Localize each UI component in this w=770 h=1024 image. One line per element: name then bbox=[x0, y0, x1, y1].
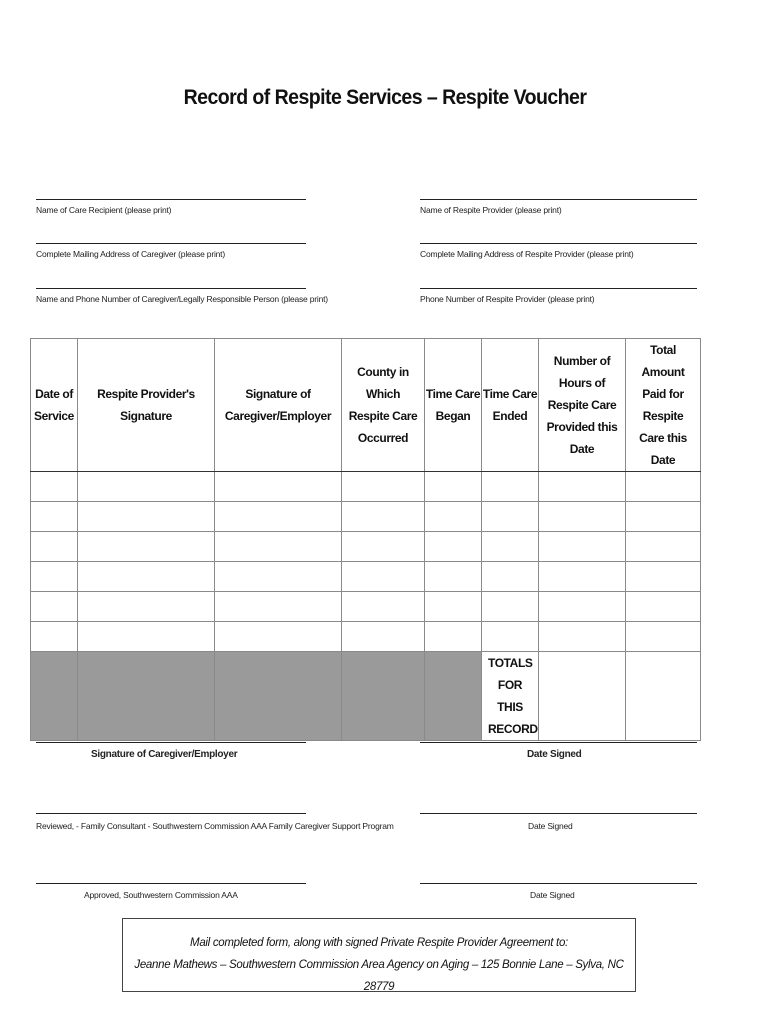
table-cell[interactable] bbox=[626, 472, 701, 502]
table-row bbox=[31, 472, 701, 502]
table-row bbox=[31, 502, 701, 532]
table-cell[interactable] bbox=[31, 532, 78, 562]
table-cell[interactable] bbox=[539, 592, 626, 622]
table-cell[interactable] bbox=[215, 502, 342, 532]
table-cell[interactable] bbox=[482, 592, 539, 622]
mail-line-1: Mail completed form, along with signed Private Respite Provider Agreement to: bbox=[190, 937, 568, 949]
table-cell[interactable] bbox=[342, 532, 425, 562]
header-date-of-service: Date of Service bbox=[31, 339, 78, 472]
table-cell[interactable] bbox=[78, 562, 215, 592]
header-caregiver-signature: Signature of Caregiver/Employer bbox=[215, 339, 342, 472]
care-recipient-line[interactable] bbox=[36, 199, 306, 200]
table-row bbox=[31, 562, 701, 592]
caregiver-address-line[interactable] bbox=[36, 243, 306, 244]
respite-services-table bbox=[30, 338, 701, 741]
table-row bbox=[31, 592, 701, 622]
table-cell[interactable] bbox=[626, 532, 701, 562]
table-cell[interactable] bbox=[215, 592, 342, 622]
table-cell[interactable] bbox=[482, 532, 539, 562]
table-cell[interactable] bbox=[626, 562, 701, 592]
shaded-cell bbox=[78, 652, 215, 741]
table-cell[interactable] bbox=[482, 472, 539, 502]
table-cell[interactable] bbox=[342, 472, 425, 502]
provider-address-line[interactable] bbox=[420, 243, 697, 244]
table-cell[interactable] bbox=[31, 472, 78, 502]
table-cell[interactable] bbox=[78, 502, 215, 532]
header-provider-signature: Respite Provider's Signature bbox=[78, 339, 215, 472]
table-cell[interactable] bbox=[539, 472, 626, 502]
total-amount-cell[interactable] bbox=[626, 652, 701, 741]
table-cell[interactable] bbox=[539, 502, 626, 532]
page-title: Record of Respite Services – Respite Voucher bbox=[183, 86, 587, 109]
shaded-cell bbox=[425, 652, 482, 741]
table-cell[interactable] bbox=[342, 622, 425, 652]
table-row bbox=[31, 532, 701, 562]
caregiver-address-label: Complete Mailing Address of Caregiver (please print) bbox=[36, 249, 225, 259]
caregiver-signature-label: Signature of Caregiver/Employer bbox=[91, 749, 238, 760]
table-cell[interactable] bbox=[425, 472, 482, 502]
table-cell[interactable] bbox=[425, 532, 482, 562]
table-cell[interactable] bbox=[425, 592, 482, 622]
reviewed-signature-line[interactable] bbox=[36, 813, 306, 814]
date-signed-label-2: Date Signed bbox=[528, 821, 573, 831]
table-cell[interactable] bbox=[31, 562, 78, 592]
table-cell[interactable] bbox=[626, 502, 701, 532]
date-signed-label-3: Date Signed bbox=[530, 890, 575, 900]
totals-row bbox=[31, 652, 701, 741]
table-cell[interactable] bbox=[31, 502, 78, 532]
approved-label: Approved, Southwestern Commission AAA bbox=[84, 890, 238, 900]
table-cell[interactable] bbox=[539, 562, 626, 592]
table-cell[interactable] bbox=[425, 562, 482, 592]
header-time-began: Time Care Began bbox=[425, 339, 482, 472]
header-county: County in Which Respite Care Occurred bbox=[342, 339, 425, 472]
table-cell[interactable] bbox=[539, 622, 626, 652]
mailing-instructions-box bbox=[122, 918, 636, 992]
table-cell[interactable] bbox=[78, 592, 215, 622]
care-recipient-label: Name of Care Recipient (please print) bbox=[36, 205, 172, 215]
table-header-row bbox=[31, 339, 701, 472]
total-hours-cell[interactable] bbox=[539, 652, 626, 741]
date-signed-line-1[interactable] bbox=[420, 742, 697, 743]
table-row bbox=[31, 622, 701, 652]
caregiver-phone-label: Name and Phone Number of Caregiver/Legally Responsible Person (please print) bbox=[36, 294, 328, 304]
table-cell[interactable] bbox=[342, 502, 425, 532]
table-cell[interactable] bbox=[215, 532, 342, 562]
date-signed-line-2[interactable] bbox=[420, 813, 697, 814]
provider-phone-line[interactable] bbox=[420, 288, 697, 289]
table-cell[interactable] bbox=[78, 472, 215, 502]
provider-phone-label: Phone Number of Respite Provider (please print) bbox=[420, 294, 595, 304]
totals-label: TOTALS FOR THIS RECORD bbox=[482, 652, 539, 741]
shaded-cell bbox=[215, 652, 342, 741]
table-cell[interactable] bbox=[342, 562, 425, 592]
date-signed-label-1: Date Signed bbox=[527, 749, 582, 760]
header-total-amount: Total Amount Paid for Respite Care this Date bbox=[626, 339, 701, 472]
approved-signature-line[interactable] bbox=[36, 883, 306, 884]
mail-line-2: Jeanne Mathews – Southwestern Commission Area Agency on Aging – 125 Bonnie Lane – Sylva, NC 28779 bbox=[134, 959, 624, 993]
date-signed-line-3[interactable] bbox=[420, 883, 697, 884]
respite-provider-label: Name of Respite Provider (please print) bbox=[420, 205, 562, 215]
reviewed-label: Reviewed, - Family Consultant - Southwestern Commission AAA Family Caregiver Support Program bbox=[36, 821, 394, 831]
shaded-cell bbox=[342, 652, 425, 741]
header-number-of-hours: Number of Hours of Respite Care Provided this Date bbox=[539, 339, 626, 472]
caregiver-phone-line[interactable] bbox=[36, 288, 306, 289]
table-cell[interactable] bbox=[482, 622, 539, 652]
table-cell[interactable] bbox=[425, 502, 482, 532]
table-cell[interactable] bbox=[482, 502, 539, 532]
table-cell[interactable] bbox=[215, 472, 342, 502]
table-cell[interactable] bbox=[626, 592, 701, 622]
table-cell[interactable] bbox=[31, 622, 78, 652]
table-cell[interactable] bbox=[626, 622, 701, 652]
table-cell[interactable] bbox=[425, 622, 482, 652]
table-cell[interactable] bbox=[215, 622, 342, 652]
header-time-ended: Time Care Ended bbox=[482, 339, 539, 472]
table-cell[interactable] bbox=[31, 592, 78, 622]
caregiver-signature-line[interactable] bbox=[36, 742, 306, 743]
respite-provider-line[interactable] bbox=[420, 199, 697, 200]
table-cell[interactable] bbox=[78, 622, 215, 652]
table-cell[interactable] bbox=[539, 532, 626, 562]
table-cell[interactable] bbox=[482, 562, 539, 592]
table-cell[interactable] bbox=[78, 532, 215, 562]
shaded-cell bbox=[31, 652, 78, 741]
provider-address-label: Complete Mailing Address of Respite Provider (please print) bbox=[420, 249, 634, 259]
table-cell[interactable] bbox=[342, 592, 425, 622]
table-cell[interactable] bbox=[215, 562, 342, 592]
